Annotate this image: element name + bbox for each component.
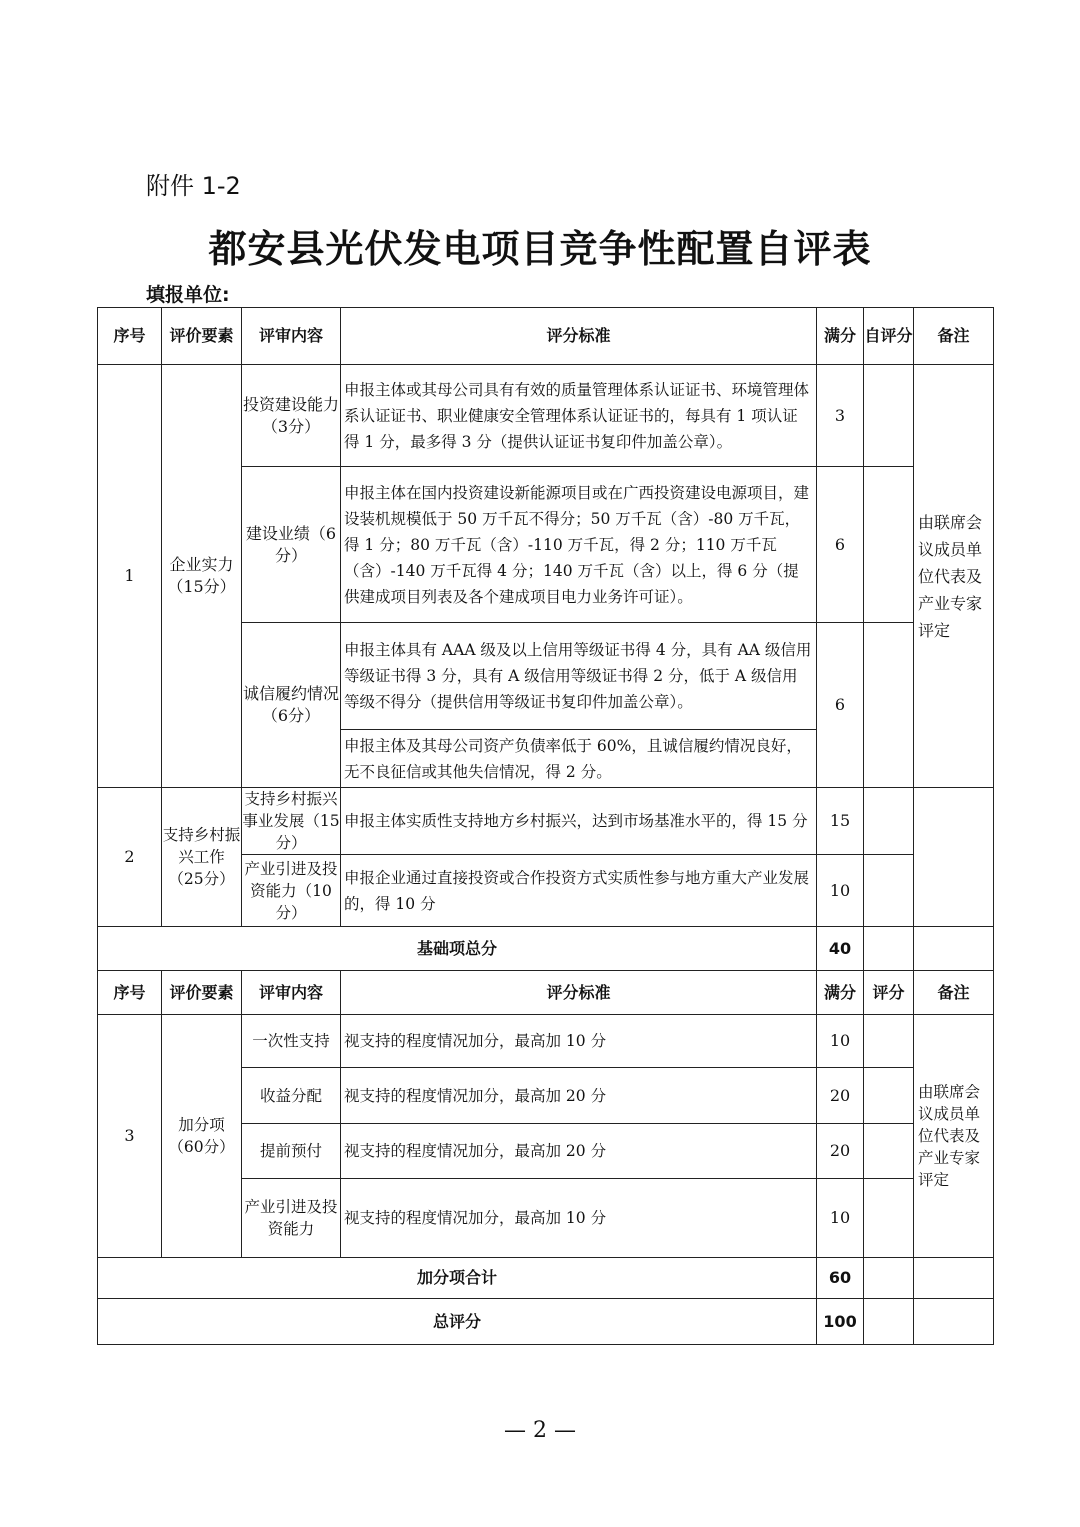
header-full: 满分: [817, 308, 864, 365]
group2-standard: 申报主体实质性支持地方乡村振兴，达到市场基准水平的，得 15 分: [341, 788, 817, 855]
group1-standard: 申报主体在国内投资建设新能源项目或在广西投资建设电源项目，建设装机规模低于 50 万千瓦不得分；50 万千瓦（含）-80 万千瓦，得 1 分；80 万千瓦（含）-110 万千瓦，得 2 分；110 万千瓦（含）-140 万千瓦得 4 分；140 万千瓦（含）以上，得 6 分（提供建成项目列表及各个建成项目电力业务许可证）。: [341, 467, 817, 623]
group1-self-score[interactable]: [864, 365, 914, 467]
header-element: 评价要素: [162, 308, 242, 365]
bonus-total-label: 加分项合计: [98, 1258, 817, 1299]
group2-content: 产业引进及投资能力（10分）: [242, 855, 341, 927]
bonus-total-remark: [914, 1258, 994, 1299]
group3-content: 产业引进及投资能力: [242, 1179, 341, 1258]
table-row: [98, 788, 994, 855]
group3-full: 20: [817, 1124, 864, 1179]
group1-element: 企业实力（15分）: [162, 365, 242, 788]
group1-full: 3: [817, 365, 864, 467]
bonus-total-self-score[interactable]: [864, 1258, 914, 1299]
group3-self-score[interactable]: [864, 1124, 914, 1179]
self-evaluation-table: [97, 307, 994, 1345]
grand-total-label: 总评分: [98, 1299, 817, 1345]
header-remark: 备注: [914, 308, 994, 365]
group2-remark: [914, 788, 994, 927]
header-remark: 备注: [914, 971, 994, 1015]
basic-total-self-score[interactable]: [864, 927, 914, 971]
basic-total-value: 40: [817, 927, 864, 971]
group2-self-score[interactable]: [864, 788, 914, 855]
group3-element: 加分项（60分）: [162, 1015, 242, 1258]
header-no: 序号: [98, 308, 162, 365]
group1-self-score[interactable]: [864, 467, 914, 623]
header-no: 序号: [98, 971, 162, 1015]
header-content: 评审内容: [242, 971, 341, 1015]
group1-self-score[interactable]: [864, 623, 914, 788]
group2-self-score[interactable]: [864, 855, 914, 927]
group1-standard: 申报主体具有 AAA 级及以上信用等级证书得 4 分，具有 AA 级信用等级证书得 3 分，具有 A 级信用等级证书得 2 分，低于 A 级信用等级不得分（提供信用等级证书复印件加盖公章）。: [341, 623, 817, 730]
basic-total-remark: [914, 927, 994, 971]
group1-standard-2: 申报主体及其母公司资产负债率低于 60%，且诚信履约情况良好，无不良征信或其他失信情况，得 2 分。: [341, 730, 817, 788]
group3-standard: 视支持的程度情况加分，最高加 20 分: [341, 1068, 817, 1124]
group3-full: 10: [817, 1015, 864, 1068]
page-number: — 2 —: [504, 1418, 576, 1443]
header-standard: 评分标准: [341, 971, 817, 1015]
group2-full: 15: [817, 788, 864, 855]
grand-total-row: [98, 1299, 994, 1345]
reporting-unit-label: 填报单位:: [146, 284, 230, 306]
group3-content: 提前预付: [242, 1124, 341, 1179]
group2-full: 10: [817, 855, 864, 927]
group1-remark: 由联席会议成员单位代表及产业专家评定: [914, 365, 994, 788]
header-content: 评审内容: [242, 308, 341, 365]
group2-standard: 申报企业通过直接投资或合作投资方式实质性参与地方重大产业发展的，得 10 分: [341, 855, 817, 927]
group1-standard: 申报主体或其母公司具有有效的质量管理体系认证证书、环境管理体系认证证书、职业健康安全管理体系认证证书的，每具有 1 项认证得 1 分，最多得 3 分（提供认证证书复印件加盖公章）。: [341, 365, 817, 467]
group1-full: 6: [817, 467, 864, 623]
bonus-total-value: 60: [817, 1258, 864, 1299]
group3-standard: 视支持的程度情况加分，最高加 10 分: [341, 1015, 817, 1068]
group1-no: 1: [98, 365, 162, 788]
group2-no: 2: [98, 788, 162, 927]
table-row: [98, 365, 994, 467]
group3-full: 10: [817, 1179, 864, 1258]
basic-total-row: [98, 927, 994, 971]
header-self: 评分: [864, 971, 914, 1015]
group2-element: 支持乡村振兴工作（25分）: [162, 788, 242, 927]
bonus-total-row: [98, 1258, 994, 1299]
grand-total-self-score[interactable]: [864, 1299, 914, 1345]
group1-full: 6: [817, 623, 864, 788]
header-full: 满分: [817, 971, 864, 1015]
group3-content: 一次性支持: [242, 1015, 341, 1068]
grand-total-remark: [914, 1299, 994, 1345]
group1-content: 投资建设能力（3分）: [242, 365, 341, 467]
group3-standard: 视支持的程度情况加分，最高加 10 分: [341, 1179, 817, 1258]
group3-self-score[interactable]: [864, 1179, 914, 1258]
group1-content: 诚信履约情况（6分）: [242, 623, 341, 788]
header-row: [98, 308, 994, 365]
group2-content: 支持乡村振兴事业发展（15分）: [242, 788, 341, 855]
header-self: 自评分: [864, 308, 914, 365]
grand-total-value: 100: [817, 1299, 864, 1345]
group1-content: 建设业绩（6分）: [242, 467, 341, 623]
group3-content: 收益分配: [242, 1068, 341, 1124]
header-row-2: [98, 971, 994, 1015]
group3-full: 20: [817, 1068, 864, 1124]
header-element: 评价要素: [162, 971, 242, 1015]
basic-total-label: 基础项总分: [98, 927, 817, 971]
table-row: [98, 1015, 994, 1068]
annex-label: 附件 1-2: [146, 172, 241, 200]
group3-self-score[interactable]: [864, 1015, 914, 1068]
header-standard: 评分标准: [341, 308, 817, 365]
page-title: 都安县光伏发电项目竞争性配置自评表: [208, 227, 872, 271]
group3-no: 3: [98, 1015, 162, 1258]
group3-standard: 视支持的程度情况加分，最高加 20 分: [341, 1124, 817, 1179]
group3-remark: 由联席会议成员单位代表及产业专家评定: [914, 1015, 994, 1258]
group3-self-score[interactable]: [864, 1068, 914, 1124]
